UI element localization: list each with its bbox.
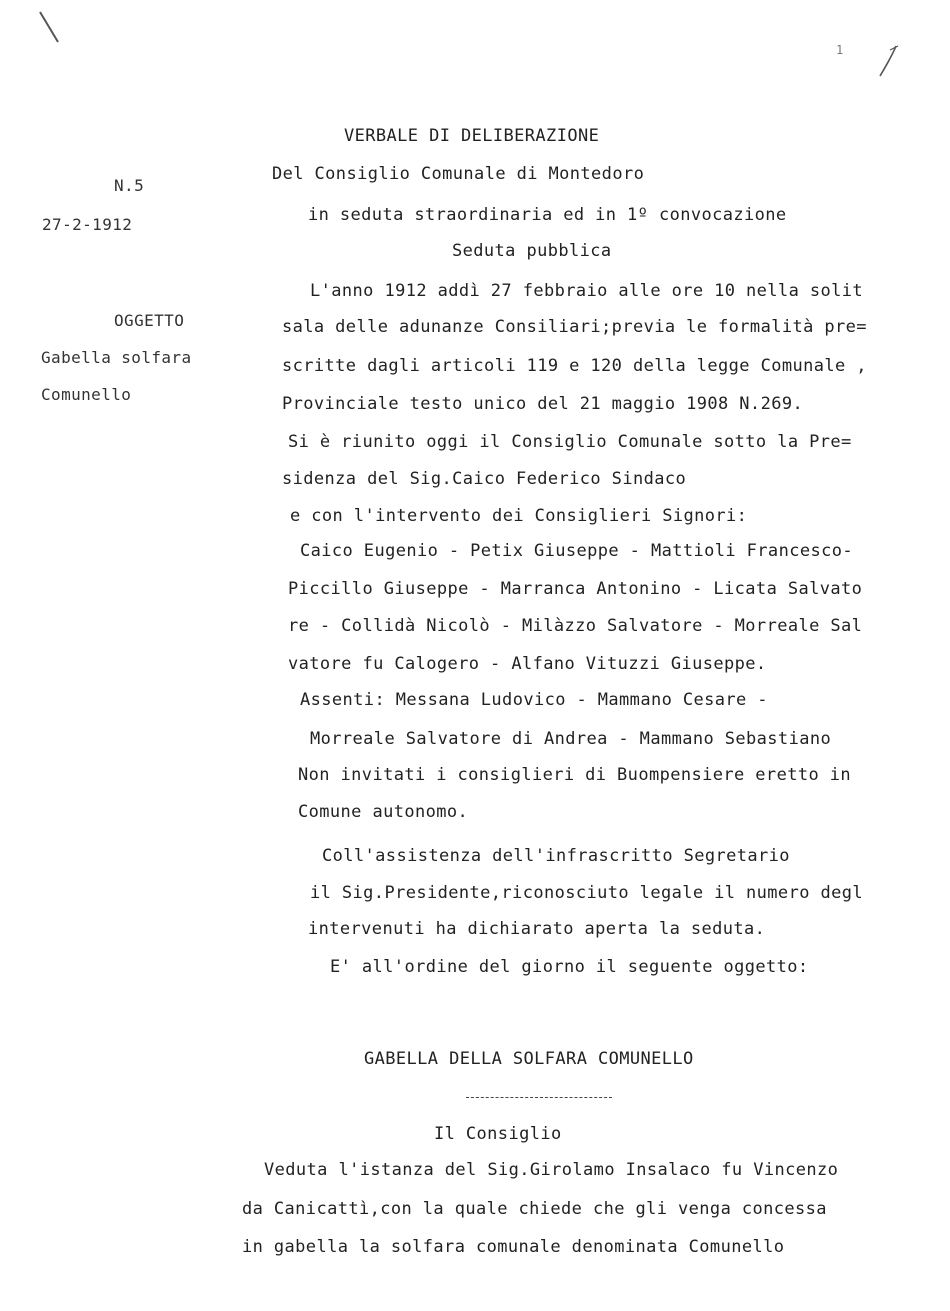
slash-mark xyxy=(872,44,902,78)
body-line: Si è riunito oggi il Consiglio Comunale sotto la Pre= xyxy=(288,432,852,452)
body-line: Comune autonomo. xyxy=(298,802,469,822)
page-number: 1 xyxy=(836,43,844,57)
body-line: E' all'ordine del giorno il seguente oggetto: xyxy=(330,957,809,977)
section-underline xyxy=(466,1097,612,1098)
body-line: Provinciale testo unico del 21 maggio 1908 N.269. xyxy=(282,394,804,414)
body-line: re - Collidà Nicolò - Milàzzo Salvatore - Morreale Sal xyxy=(288,616,863,636)
header-line-3: Seduta pubblica xyxy=(452,241,612,261)
body-line: Coll'assistenza dell'infrascritto Segretario xyxy=(322,846,790,866)
body-line: scritte dagli articoli 119 e 120 della legge Comunale , xyxy=(282,356,867,376)
body-line: Assenti: Messana Ludovico - Mammano Cesare - xyxy=(300,690,768,710)
subject-label: OGGETTO xyxy=(114,311,185,330)
body-line: sidenza del Sig.Caico Federico Sindaco xyxy=(282,469,687,489)
subject-line-1: Gabella solfara xyxy=(41,348,192,367)
body-line: sala delle adunanze Consiliari;previa le formalità pre= xyxy=(282,317,867,337)
body-line: Caico Eugenio - Petix Giuseppe - Mattioli Francesco- xyxy=(300,541,854,561)
document-title: VERBALE DI DELIBERAZIONE xyxy=(344,126,600,146)
closing-line: da Canicattì,con la quale chiede che gli venga concessa xyxy=(242,1199,827,1219)
closing-line: Veduta l'istanza del Sig.Girolamo Insalaco fu Vincenzo xyxy=(264,1160,839,1180)
record-date: 27-2-1912 xyxy=(42,215,133,234)
section-title: GABELLA DELLA SOLFARA COMUNELLO xyxy=(364,1049,694,1069)
body-line: Piccillo Giuseppe - Marranca Antonino - Licata Salvato xyxy=(288,579,863,599)
closing-line: in gabella la solfara comunale denominata Comunello xyxy=(242,1237,785,1257)
header-line-1: Del Consiglio Comunale di Montedoro xyxy=(272,164,645,184)
council-heading: Il Consiglio xyxy=(434,1124,562,1144)
body-line: il Sig.Presidente,riconosciuto legale il numero degl xyxy=(310,883,864,903)
body-line: Morreale Salvatore di Andrea - Mammano Sebastiano xyxy=(310,729,832,749)
pen-stroke-mark xyxy=(36,10,66,46)
record-number: N.5 xyxy=(114,176,145,195)
header-line-2: in seduta straordinaria ed in 1º convocazione xyxy=(308,205,787,225)
body-line: Non invitati i consiglieri di Buompensiere eretto in xyxy=(298,765,852,785)
body-line: intervenuti ha dichiarato aperta la seduta. xyxy=(308,919,766,939)
body-line: e con l'intervento dei Consiglieri Signori: xyxy=(290,506,748,526)
body-line: L'anno 1912 addì 27 febbraio alle ore 10 nella solit xyxy=(310,281,864,301)
subject-line-2: Comunello xyxy=(41,385,132,404)
body-line: vatore fu Calogero - Alfano Vituzzi Giuseppe. xyxy=(288,654,767,674)
